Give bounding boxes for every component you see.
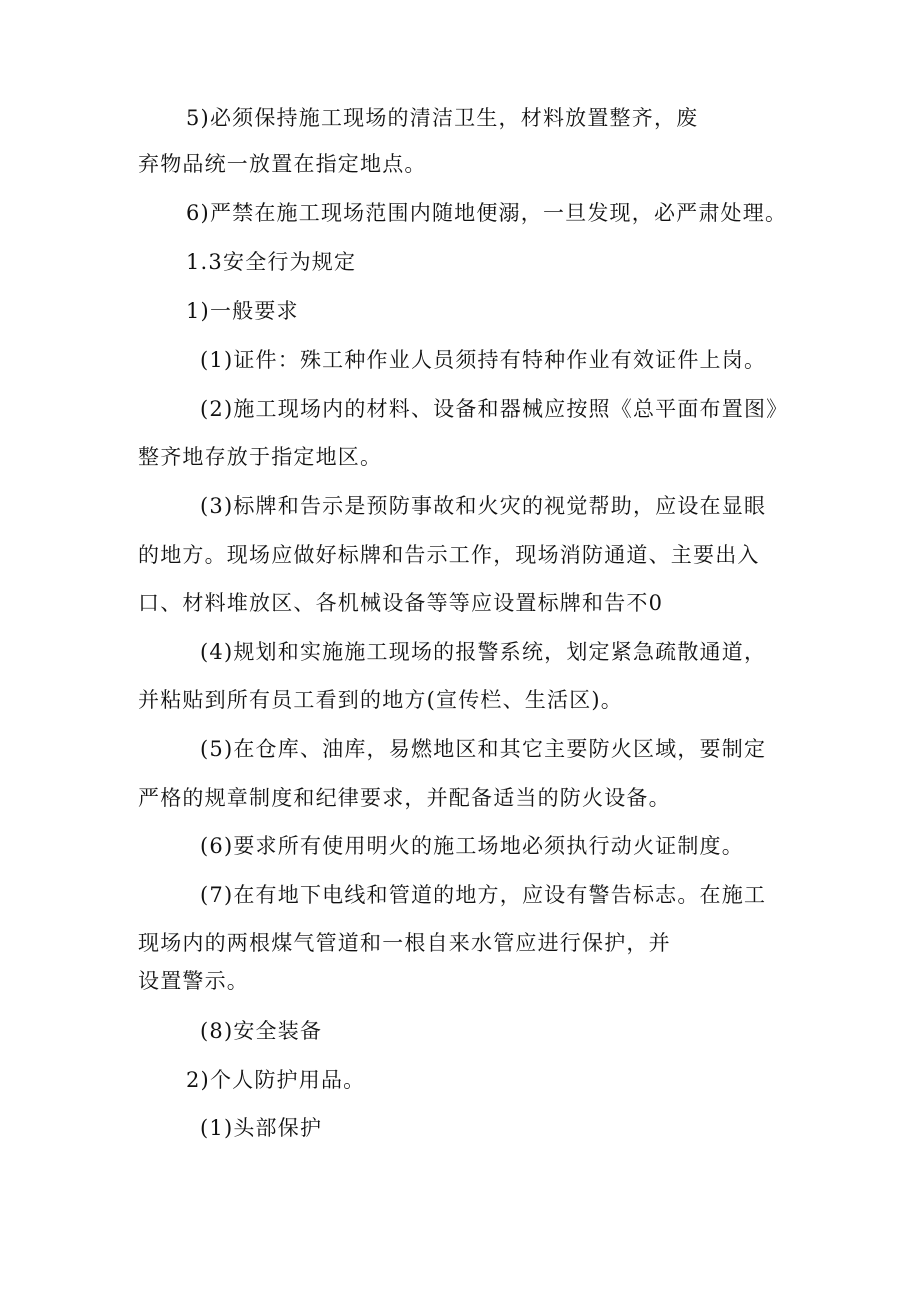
section-heading-1-3: 1.3安全行为规定 [186, 250, 357, 274]
item-7-line-3: 设置警示。 [138, 969, 249, 993]
item-5-line-1: (5)在仓库、油库，易燃地区和其它主要防火区域，要制定 [200, 737, 767, 761]
subsection-heading-general: 1)一般要求 [186, 299, 299, 323]
item-3-line-1: (3)标牌和告示是预防事故和火灾的视觉帮助，应设在显眼 [200, 494, 767, 518]
item-6: (6)要求所有使用明火的施工场地必须执行动火证制度。 [200, 834, 744, 858]
item-7-line-2: 现场内的两根煤气管道和一根自来水管应进行保护，并 [138, 931, 671, 955]
item-2-line-2: 整齐地存放于指定地区。 [138, 445, 383, 469]
item-4-line-1: (4)规划和实施施工现场的报警系统，划定紧急疏散通道， [200, 640, 767, 664]
subsection-heading-ppe: 2)个人防护用品。 [186, 1068, 366, 1092]
item-5-line-2: 严格的规章制度和纪律要求，并配备适当的防火设备。 [138, 786, 671, 810]
item-3-line-3: 口、材料堆放区、各机械设备等等应设置标牌和告不0 [138, 591, 664, 615]
item-3-line-2: 的地方。现场应做好标牌和告示工作，现场消防通道、主要出入 [138, 543, 760, 567]
item-2-line-1: (2)施工现场内的材料、设备和器械应按照《总平面布置图》 [200, 397, 789, 421]
item-1-certificates: (1)证件：殊工种作业人员须持有特种作业有效证件上岗。 [200, 348, 767, 372]
item-7-line-1: (7)在有地下电线和管道的地方，应设有警告标志。在施工 [200, 883, 767, 907]
item-4-line-2: 并粘贴到所有员工看到的地方(宣传栏、生活区)。 [138, 688, 623, 712]
item-1-head-protection: (1)头部保护 [200, 1116, 323, 1140]
item-8-safety-equipment: (8)安全装备 [200, 1019, 323, 1043]
paragraph-5-line-2: 弃物品统一放置在指定地点。 [138, 152, 427, 176]
paragraph-6: 6)严禁在施工现场范围内随地便溺，一旦发现，必严肃处理。 [186, 201, 788, 225]
paragraph-5-line-1: 5)必须保持施工现场的清洁卫生，材料放置整齐，废 [186, 106, 699, 130]
